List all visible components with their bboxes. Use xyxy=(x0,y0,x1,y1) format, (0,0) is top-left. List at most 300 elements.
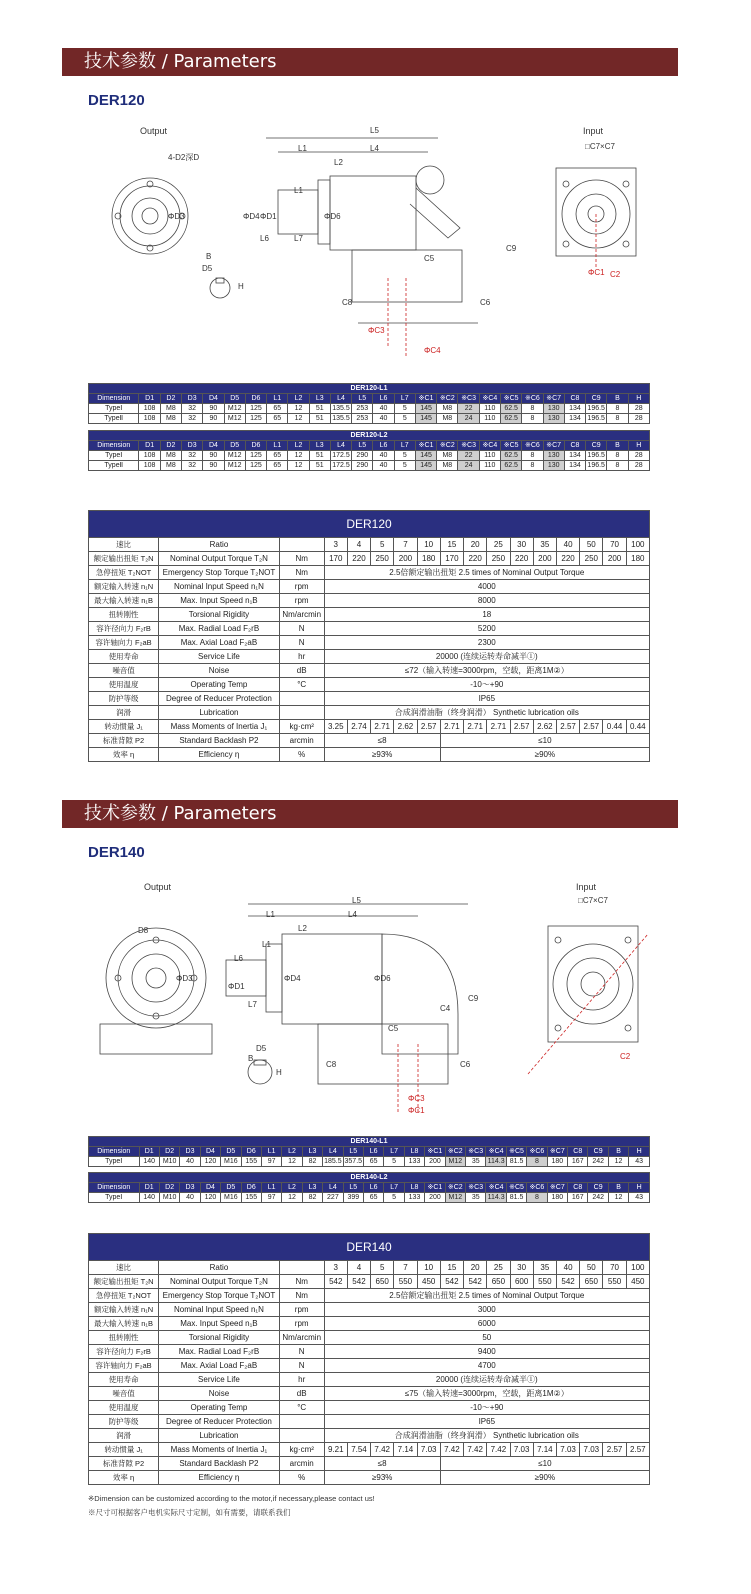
dim-header-cell: L3 xyxy=(302,1183,322,1193)
param-value: ≤75（输入转速=3000rpm，空载，距离1M②） xyxy=(324,1387,649,1401)
c6-label: C6 xyxy=(480,298,491,307)
dim-table-title-row xyxy=(89,384,650,394)
param-value: 220 xyxy=(556,552,579,566)
dim-cell: 125 xyxy=(245,461,266,471)
dim-cell: TypeⅡ xyxy=(89,461,139,471)
dim-cell: 12 xyxy=(288,404,309,414)
dim-cell: 43 xyxy=(629,1157,650,1167)
param-unit: dB xyxy=(279,664,324,678)
dimension-table-l2 xyxy=(88,1172,650,1203)
c7-label: □C7×C7 xyxy=(578,896,608,905)
dim-header-cell: L5 xyxy=(343,1183,363,1193)
dim-header-cell: L2 xyxy=(282,1183,302,1193)
c6-label: C6 xyxy=(460,1060,471,1069)
dim-cell: M12 xyxy=(224,461,245,471)
param-value: 542 xyxy=(347,1275,370,1289)
ratio-cell: 100 xyxy=(626,538,649,552)
dim-cell: 51 xyxy=(309,414,330,424)
dim-header-cell: B xyxy=(608,1147,628,1157)
table-row xyxy=(89,706,650,720)
dim-header-cell: ※C2 xyxy=(445,1183,465,1193)
param-value: 600 xyxy=(510,1275,533,1289)
param-value: 4700 xyxy=(324,1359,649,1373)
param-name-cn: 润滑 xyxy=(89,1429,159,1443)
dim-cell: 134 xyxy=(564,404,585,414)
dim-cell: 125 xyxy=(245,451,266,461)
param-unit: Nm xyxy=(279,566,324,580)
table-row xyxy=(89,580,650,594)
c2-label: C2 xyxy=(610,270,621,279)
d6-label: ΦD6 xyxy=(374,974,391,983)
table-row xyxy=(89,1157,650,1167)
dim-cell: 12 xyxy=(608,1157,628,1167)
param-name-en: Efficiency η xyxy=(159,748,280,762)
ratio-cell: 50 xyxy=(580,538,603,552)
dim-header-cell: D4 xyxy=(200,1147,220,1157)
dim-header-cell: ※C6 xyxy=(527,1147,547,1157)
param-unit: kg·cm² xyxy=(279,720,324,734)
table-row xyxy=(89,1331,650,1345)
dim-cell: 51 xyxy=(309,461,330,471)
dim-header-cell: C8 xyxy=(568,1147,588,1157)
ratio-cell: 35 xyxy=(533,538,556,552)
dim-cell: 108 xyxy=(139,414,160,424)
c8-label: C8 xyxy=(342,298,353,307)
model-title: DER140 xyxy=(88,844,145,861)
dim-header-cell: D4 xyxy=(200,1183,220,1193)
dim-cell: 133 xyxy=(404,1157,424,1167)
dim-cell: 32 xyxy=(182,404,203,414)
dim-header-cell: L7 xyxy=(384,1147,404,1157)
dim-cell: 145 xyxy=(415,461,436,471)
param-name-en: Ratio xyxy=(159,1261,280,1275)
param-value: ≤72（输入转速=3000rpm，空载，距离1M②） xyxy=(324,664,649,678)
ratio-cell: 20 xyxy=(464,1261,487,1275)
table-row xyxy=(89,1359,650,1373)
dim-cell: 110 xyxy=(479,451,500,461)
dim-cell: M12 xyxy=(224,451,245,461)
param-name-en: Lubrication xyxy=(159,706,280,720)
param-value: 2.71 xyxy=(371,720,394,734)
dim-cell: 196.5 xyxy=(587,415,605,422)
dim-cell: 28 xyxy=(628,461,649,471)
param-value: 20000 (连续运转寿命减半①) xyxy=(324,650,649,664)
param-unit: °C xyxy=(279,1401,324,1415)
dim-cell: M12 xyxy=(445,1157,465,1167)
params-title-row xyxy=(89,511,650,538)
param-unit: hr xyxy=(279,1373,324,1387)
dim-cell: 125 xyxy=(245,404,266,414)
c9-label: C9 xyxy=(468,994,479,1003)
dim-cell: 145 xyxy=(415,404,436,414)
l1b-label: L1 xyxy=(262,940,271,949)
dim-cell: 200 xyxy=(425,1157,445,1167)
ratio-cell: 7 xyxy=(394,538,417,552)
ratio-cell: 3 xyxy=(324,1261,347,1275)
table-row xyxy=(89,1317,650,1331)
param-unit: Nm/arcmin xyxy=(279,608,324,622)
dim-cell: 155 xyxy=(241,1193,261,1203)
dim-cell: 62.5 xyxy=(501,404,522,414)
dim-header-cell: D1 xyxy=(139,441,160,451)
ratio-cell: 70 xyxy=(603,538,626,552)
dim-cell: 134 xyxy=(564,461,585,471)
dim-cell: 81.5 xyxy=(506,1157,526,1167)
param-value: IP65 xyxy=(324,1415,649,1429)
dim-table-title: DER140-L1 xyxy=(89,1137,650,1147)
param-value: ≥90% xyxy=(440,748,649,762)
table-row xyxy=(89,1457,650,1471)
param-value: 542 xyxy=(556,1275,579,1289)
param-value: 550 xyxy=(533,1275,556,1289)
dim-cell: M12 xyxy=(224,404,245,414)
dim-header-cell: C9 xyxy=(586,394,607,404)
params-title-row xyxy=(89,1234,650,1261)
ratio-cell: 3 xyxy=(324,538,347,552)
c2-label: C2 xyxy=(620,1052,631,1061)
dim-cell: 22 xyxy=(458,451,479,461)
param-unit: Nm xyxy=(279,1275,324,1289)
dim-cell: 130 xyxy=(543,414,564,424)
table-row xyxy=(89,414,650,424)
dim-cell: 108 xyxy=(139,461,160,471)
param-value: 650 xyxy=(487,1275,510,1289)
table-row xyxy=(89,1193,650,1203)
param-name-en: Torsional Rigidity xyxy=(159,608,280,622)
dim-header-cell: H xyxy=(628,394,649,404)
dim-header-cell: L2 xyxy=(288,441,309,451)
dim-cell: 90 xyxy=(203,461,224,471)
dim-cell: 12 xyxy=(608,1193,628,1203)
dim-header-cell: ※C3 xyxy=(458,394,479,404)
dim-header-cell: D6 xyxy=(245,394,266,404)
dim-header-cell: L5 xyxy=(343,1147,363,1157)
dim-cell: 8 xyxy=(607,451,628,461)
table-row xyxy=(89,1345,650,1359)
param-name-cn: 标准背隙 P2 xyxy=(89,1457,159,1471)
dim-header-cell: D3 xyxy=(180,1147,200,1157)
dim-cell: 110 xyxy=(479,404,500,414)
param-unit xyxy=(279,1429,324,1443)
dim-header-row xyxy=(89,1183,650,1193)
param-name-cn: 使用温度 xyxy=(89,678,159,692)
table-row xyxy=(89,594,650,608)
param-name-cn: 容许径向力 F₂rB xyxy=(89,622,159,636)
dim-cell: M8 xyxy=(160,414,181,424)
c1-label: ΦC1 xyxy=(408,1106,425,1115)
dim-header-cell: ※C2 xyxy=(445,1147,465,1157)
dim-header-cell: L7 xyxy=(384,1183,404,1193)
dim-cell: 242 xyxy=(588,1157,608,1167)
dim-header-cell: D5 xyxy=(221,1147,241,1157)
dim-header-cell: ※C3 xyxy=(466,1183,486,1193)
dim-cell: 90 xyxy=(203,414,224,424)
param-value: 合成润滑油脂（终身润滑） Synthetic lubrication oils xyxy=(324,1429,649,1443)
param-value: 7.42 xyxy=(464,1443,487,1457)
dim-header-cell: B xyxy=(607,441,628,451)
param-name-en: Service Life xyxy=(159,650,280,664)
dim-cell: 28 xyxy=(628,404,649,414)
dim-cell: 5 xyxy=(394,414,415,424)
param-name-cn: 扭转刚性 xyxy=(89,608,159,622)
dim-table-title: DER140-L2 xyxy=(89,1173,650,1183)
ratio-cell: 15 xyxy=(440,538,463,552)
c5-label: C5 xyxy=(388,1024,399,1033)
dim-cell: 130 xyxy=(543,404,564,414)
ratio-cell: 10 xyxy=(417,1261,440,1275)
param-value: 3.25 xyxy=(324,720,347,734)
param-value: 220 xyxy=(347,552,370,566)
dim-cell: 135.5 xyxy=(332,415,350,422)
params-title: DER140 xyxy=(89,1234,650,1261)
param-name-en: Max. Input Speed n₁B xyxy=(159,594,280,608)
param-value: 0.44 xyxy=(603,720,626,734)
param-unit: rpm xyxy=(279,1303,324,1317)
param-name-cn: 最大输入转速 n₁B xyxy=(89,594,159,608)
param-unit xyxy=(279,692,324,706)
dim-cell: 40 xyxy=(373,451,394,461)
param-unit: rpm xyxy=(279,594,324,608)
dim-header-row xyxy=(89,441,650,451)
param-value: 170 xyxy=(324,552,347,566)
dim-header-cell: L7 xyxy=(394,441,415,451)
param-value: 2.57 xyxy=(417,720,440,734)
dim-cell: 40 xyxy=(180,1193,200,1203)
dim-cell: 65 xyxy=(267,461,288,471)
param-unit: dB xyxy=(279,1387,324,1401)
l5-label: L5 xyxy=(352,896,361,905)
h-label: H xyxy=(276,1068,282,1077)
dim-cell: M8 xyxy=(437,461,458,471)
dim-cell: 51 xyxy=(309,451,330,461)
dim-cell: 200 xyxy=(425,1193,445,1203)
dim-header-cell: ※C5 xyxy=(501,394,522,404)
param-name-cn: 额定输出扭矩 T₂N xyxy=(89,552,159,566)
dim-cell: 65 xyxy=(267,451,288,461)
param-value: ≥93% xyxy=(324,748,440,762)
table-row xyxy=(89,566,650,580)
ratio-cell: 15 xyxy=(440,1261,463,1275)
param-value: 650 xyxy=(371,1275,394,1289)
c9-label: C9 xyxy=(506,244,517,253)
ratio-cell: 40 xyxy=(556,538,579,552)
dim-cell: 90 xyxy=(203,404,224,414)
param-value: 合成润滑油脂（终身润滑） Synthetic lubrication oils xyxy=(324,706,649,720)
param-value: 7.54 xyxy=(347,1443,370,1457)
table-row xyxy=(89,1303,650,1317)
param-unit xyxy=(279,706,324,720)
ratio-cell: 4 xyxy=(347,538,370,552)
ratio-cell: 20 xyxy=(464,538,487,552)
dim-cell: TypeⅠ xyxy=(89,451,139,461)
dim-header-cell: D5 xyxy=(221,1183,241,1193)
param-value: 7.14 xyxy=(533,1443,556,1457)
param-value: 4000 xyxy=(324,580,649,594)
dim-cell: 196.5 xyxy=(587,452,605,459)
l7-label: L7 xyxy=(248,1000,257,1009)
param-value: 250 xyxy=(487,552,510,566)
param-value: 200 xyxy=(394,552,417,566)
dim-header-cell: D3 xyxy=(180,1183,200,1193)
dim-cell: 32 xyxy=(182,451,203,461)
dim-table-title-row xyxy=(89,1137,650,1147)
c3-label: ΦC3 xyxy=(408,1094,425,1103)
param-name-en: Efficiency η xyxy=(159,1471,280,1485)
param-value: 6000 xyxy=(324,1317,649,1331)
param-value: -10～+90 xyxy=(324,678,649,692)
table-row xyxy=(89,678,650,692)
param-value: 2.62 xyxy=(394,720,417,734)
dim-header-cell: D5 xyxy=(224,394,245,404)
param-name-cn: 容许轴向力 F₂aB xyxy=(89,636,159,650)
dim-cell: 8 xyxy=(522,451,543,461)
d3-label: ΦD3 xyxy=(176,974,193,983)
dim-cell: 40 xyxy=(373,461,394,471)
dim-cell: TypeⅠ xyxy=(89,1193,140,1203)
dim-cell: 5 xyxy=(394,461,415,471)
param-name-en: Standard Backlash P2 xyxy=(159,1457,280,1471)
param-name-cn: 速比 xyxy=(89,1261,159,1275)
param-value: 2.71 xyxy=(440,720,463,734)
ratio-cell: 25 xyxy=(487,1261,510,1275)
param-name-cn: 扭转刚性 xyxy=(89,1331,159,1345)
param-unit: N xyxy=(279,636,324,650)
dim-header-cell: L4 xyxy=(323,1183,343,1193)
dim-header-cell: D6 xyxy=(241,1183,261,1193)
dim-header-cell: ※C1 xyxy=(415,441,436,451)
param-name-cn: 效率 η xyxy=(89,748,159,762)
param-name-en: Operating Temp xyxy=(159,1401,280,1415)
param-name-en: Mass Moments of Inertia J₁ xyxy=(159,1443,280,1457)
param-name-cn: 额定输入转速 n₁N xyxy=(89,1303,159,1317)
dim-cell: 242 xyxy=(588,1193,608,1203)
dim-cell: 8 xyxy=(607,414,628,424)
dim-cell: 12 xyxy=(282,1193,302,1203)
param-name-en: Standard Backlash P2 xyxy=(159,734,280,748)
table-row xyxy=(89,608,650,622)
dim-cell: M16 xyxy=(221,1157,241,1167)
d6-label: ΦD6 xyxy=(324,212,341,221)
dim-cell: 82 xyxy=(302,1193,322,1203)
param-name-en: Max. Radial Load F₂rB xyxy=(159,1345,280,1359)
param-unit: % xyxy=(279,748,324,762)
c4-label: C4 xyxy=(440,1004,451,1013)
dim-cell: 134 xyxy=(564,451,585,461)
dim-cell: 145 xyxy=(415,451,436,461)
dim-cell: 62.5 xyxy=(501,451,522,461)
dim-cell: 8 xyxy=(607,404,628,414)
dim-header-cell: L6 xyxy=(363,1147,383,1157)
dim-cell: 399 xyxy=(343,1193,363,1203)
l1b-label: L1 xyxy=(294,186,303,195)
dim-header-cell: D6 xyxy=(245,441,266,451)
dim-header-cell: L8 xyxy=(404,1147,424,1157)
param-unit: kg·cm² xyxy=(279,1443,324,1457)
dim-header-cell: ※C5 xyxy=(506,1183,526,1193)
dim-cell: 8 xyxy=(527,1193,547,1203)
dim-cell: 97 xyxy=(261,1157,281,1167)
dim-cell: 12 xyxy=(288,461,309,471)
param-value: 20000 (连续运转寿命减半①) xyxy=(324,1373,649,1387)
d5-label: D5 xyxy=(202,264,213,273)
param-value: 7.03 xyxy=(580,1443,603,1457)
param-unit: Nm/arcmin xyxy=(279,1331,324,1345)
ratio-cell: 5 xyxy=(371,538,394,552)
dim-header-cell: ※C6 xyxy=(522,441,543,451)
dim-cell: 130 xyxy=(543,461,564,471)
param-name-en: Torsional Rigidity xyxy=(159,1331,280,1345)
dim-header-cell: D3 xyxy=(182,441,203,451)
param-name-en: Degree of Reducer Protection xyxy=(159,1415,280,1429)
param-unit: Nm xyxy=(279,1289,324,1303)
dim-cell: 65 xyxy=(363,1193,383,1203)
dim-header-cell: C9 xyxy=(588,1147,608,1157)
param-name-en: Emergency Stop Torque T₂NOT xyxy=(159,566,280,580)
param-unit: N xyxy=(279,1345,324,1359)
param-name-en: Nominal Output Torque T₂N xyxy=(159,552,280,566)
param-value: 180 xyxy=(626,552,649,566)
dim-header-cell: ※C7 xyxy=(547,1183,567,1193)
dim-table-title-row xyxy=(89,1173,650,1183)
table-row xyxy=(89,622,650,636)
param-value: 8000 xyxy=(324,594,649,608)
dim-header-cell: C8 xyxy=(568,1183,588,1193)
dim-header-cell: L6 xyxy=(373,394,394,404)
h-label: H xyxy=(238,282,244,291)
dim-cell: M8 xyxy=(437,404,458,414)
param-value: ≤10 xyxy=(440,1457,649,1471)
dim-header-cell: ※C3 xyxy=(458,441,479,451)
l1-label: L1 xyxy=(266,910,275,919)
dim-cell: 81.5 xyxy=(506,1193,526,1203)
param-name-en: Mass Moments of Inertia J₁ xyxy=(159,720,280,734)
param-unit xyxy=(279,1261,324,1275)
dim-cell: M8 xyxy=(160,451,181,461)
ratio-cell: 100 xyxy=(626,1261,649,1275)
param-name-cn: 标准背隙 P2 xyxy=(89,734,159,748)
dim-cell: 65 xyxy=(267,414,288,424)
dim-cell: 28 xyxy=(628,414,649,424)
param-value: 2.5倍额定输出扭矩 2.5 times of Nominal Output Torque xyxy=(324,566,649,580)
table-row xyxy=(89,552,650,566)
table-row xyxy=(89,1289,650,1303)
param-name-en: Service Life xyxy=(159,1373,280,1387)
l2-label: L2 xyxy=(298,924,307,933)
dim-header-cell: H xyxy=(629,1183,650,1193)
param-value: 200 xyxy=(603,552,626,566)
d4-label: ΦD4 xyxy=(284,974,301,983)
dim-cell: 155 xyxy=(241,1157,261,1167)
param-value: 450 xyxy=(626,1275,649,1289)
dim-header-cell: L5 xyxy=(352,441,373,451)
technical-drawing xyxy=(88,118,648,370)
dim-cell: 227 xyxy=(323,1193,343,1203)
l1-label: L1 xyxy=(298,144,307,153)
table-row xyxy=(89,1401,650,1415)
param-name-cn: 噪音值 xyxy=(89,1387,159,1401)
dim-header-cell: L3 xyxy=(302,1147,322,1157)
ratio-cell: 30 xyxy=(510,1261,533,1275)
param-value: 170 xyxy=(440,552,463,566)
l7-label: L7 xyxy=(294,234,303,243)
param-unit: hr xyxy=(279,650,324,664)
dim-header-cell: L5 xyxy=(352,394,373,404)
dim-cell: 35 xyxy=(466,1157,486,1167)
param-name-cn: 防护等级 xyxy=(89,1415,159,1429)
table-row xyxy=(89,1387,650,1401)
dim-cell: 196.5 xyxy=(587,462,605,469)
param-name-cn: 急停扭矩 T₂NOT xyxy=(89,566,159,580)
